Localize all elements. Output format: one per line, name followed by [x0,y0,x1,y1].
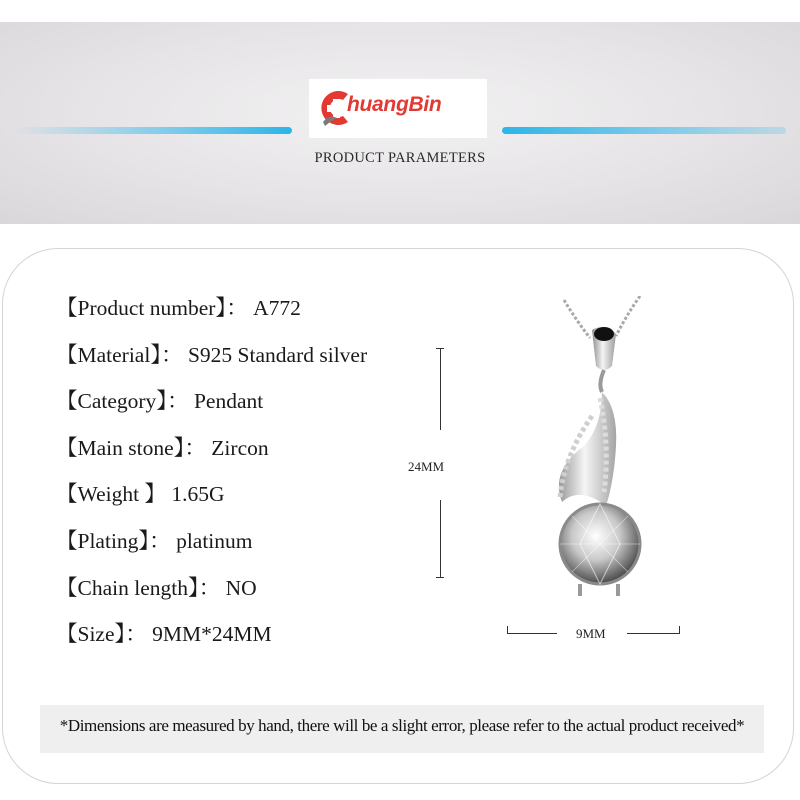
pendant-illustration [520,296,670,606]
header-caption: PRODUCT PARAMETERS [314,150,486,166]
param-material: 【Material】： S925 Standard silver [56,342,368,367]
accent-line-left [14,127,292,134]
param-plating: 【Plating】： platinum [56,528,253,553]
brand-logo [309,79,487,138]
height-dimension-top-tick [436,348,444,349]
width-dimension-left-line [507,633,557,634]
height-dimension-bottom-tick [436,577,444,578]
param-size: 【Size】： 9MM*24MM [56,622,272,647]
height-dimension-label: 24MM [408,459,445,474]
param-product-number: 【Product number】： A772 [56,296,301,320]
accent-line-right [502,127,786,134]
param-chain-length: 【Chain length】： NO [56,575,257,600]
width-dimension-label: 9MM [576,626,606,641]
parameter-list [56,292,367,665]
param-main-stone: 【Main stone】： Zircon [56,435,269,460]
height-dimension-top-line [440,348,441,430]
param-weight: 【Weight 】 1.65G [56,482,225,507]
measurement-note: *Dimensions are measured by hand, there will be a slight error, please refer to the actual product received* [59,716,745,735]
width-dimension-right-line [627,633,679,634]
measurement-note-box [40,705,764,753]
height-dimension-bottom-line [440,500,441,578]
param-category: 【Category】： Pendant [56,389,264,414]
brand-logo-text: huangBin [347,93,442,116]
width-dimension-right-tick [679,626,680,634]
